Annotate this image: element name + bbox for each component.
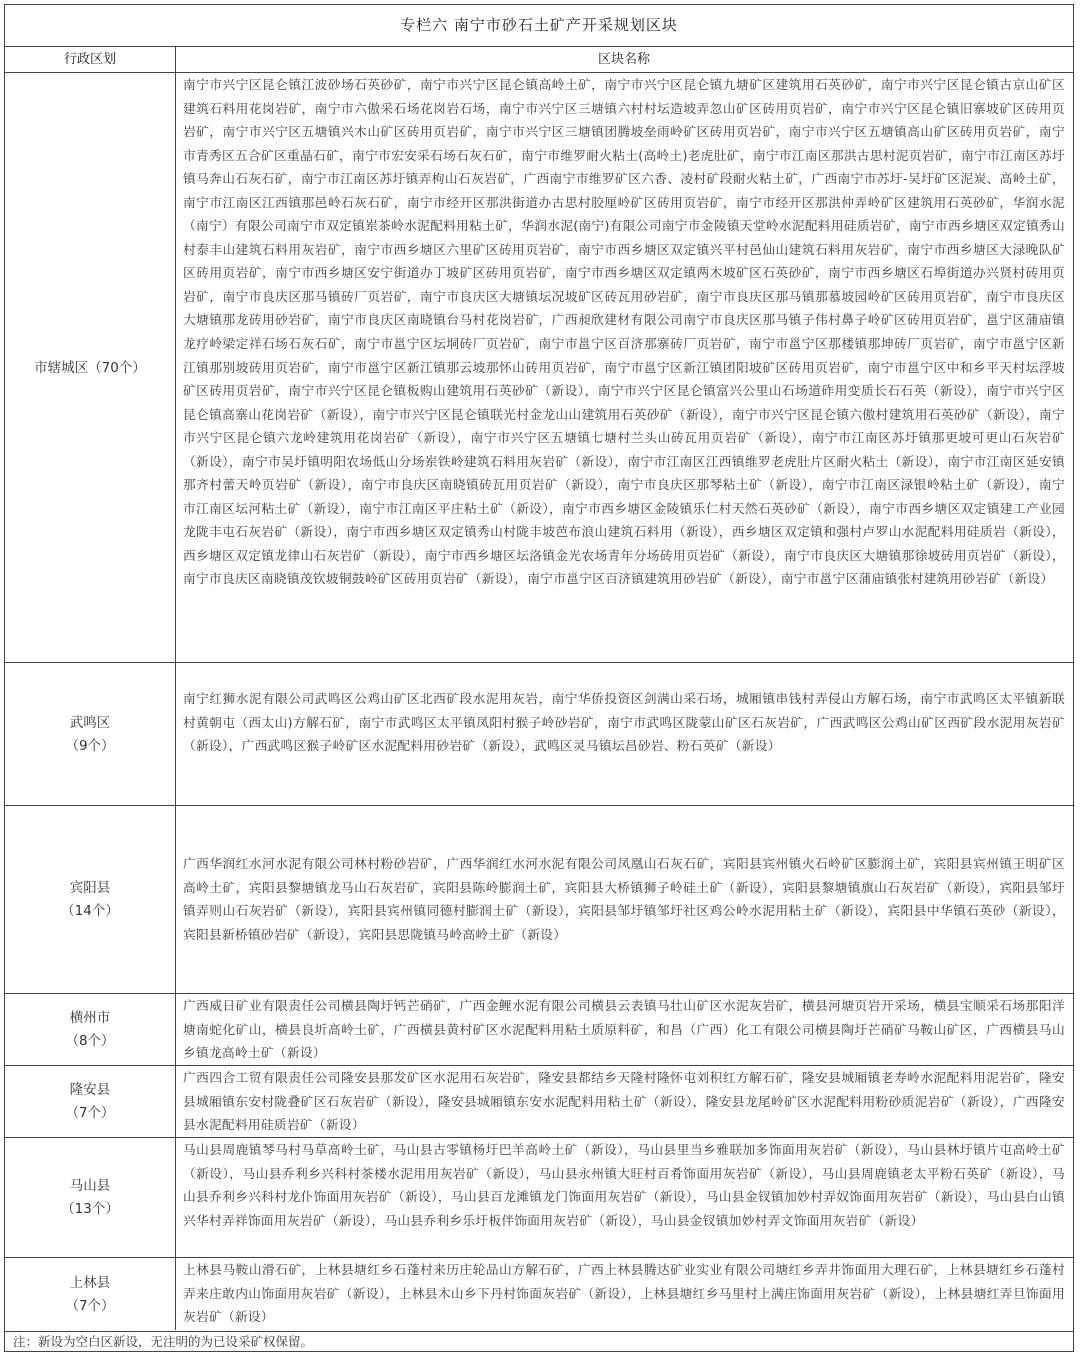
note-row [5, 1331, 1073, 1352]
table-row [5, 72, 1073, 662]
table-row [5, 993, 1073, 1065]
district-name: 隆安县 [69, 1082, 111, 1098]
district-count: （9个） [65, 737, 115, 754]
block-names: 广西四合工贸有限责任公司隆安县那发矿区水泥用石灰岩矿，隆安县都结乡天隆村隆怀屯刘积红方解石矿，隆安县城厢镇老寿岭水泥配料用泥岩矿，隆安县城厢镇东安村陇叠矿区石灰岩矿（新设），隆安县城厢镇东安水泥配料用粘土矿（新设），隆安县龙尾岭矿区水泥配料用粉砂质泥岩矿（新设），广西隆安县水泥配料用硅质岩矿（新设） [183, 1070, 1065, 1133]
district-name: 横州市 [69, 1010, 111, 1026]
table-row [5, 662, 1073, 805]
district-name: 马山县 [69, 1178, 111, 1194]
district-name: 宾阳县 [69, 880, 111, 896]
block-names: 南宁市兴宁区昆仑镇江波砂场石英砂矿，南宁市兴宁区昆仑镇高岭土矿，南宁市兴宁区昆仑镇九塘矿区建筑用石英砂矿，南宁市兴宁区昆仑镇古京山矿区建筑石料用花岗岩矿，南宁市六傲采石场花岗岩石场，南宁市兴宁区三塘镇六村村坛造坡弄忽山矿区砖用页岩矿，南宁市兴宁区昆仑镇旧寨坡矿区砖用页岩矿，南宁市兴宁区五塘镇兴木山矿区砖用页岩矿，南宁市兴宁区三塘镇团腾坡垒雨岭矿区砖用页岩矿，南宁市兴宁区五塘镇高山矿区砖用页岩矿，南宁市青秀区五合矿区重晶石矿，南宁市宏安采石场石灰石矿，南宁市维罗耐火粘土(高岭土)老虎肚矿，南宁市江南区那洪古思村泥页岩矿，南宁市江南区苏圩镇马奔山石灰石矿，南宁市江南区苏圩镇弄枸山石灰岩矿，广西南宁市维罗矿区六香、凌村矿段耐火粘土矿，广西南宁市苏圩-吴圩矿区泥炭、高岭土矿，南宁市江南区江西镇那邑岭石灰石矿，南宁市经开区那洪街道办古思村胶厘岭矿区砖用页岩矿，南宁市经开区那洪仲弄岭矿区建筑用石英砂矿，华润水泥（南宁）有限公司南宁市双定镇岽茶岭水泥配料用粘土矿，华润水泥(南宁)有限公司南宁市金陵镇天堂岭水泥配料用硅质岩矿，南宁市西乡塘区双定镇秀山村泰丰山建筑石料用灰岩矿，南宁市西乡塘区六里矿区砖用页岩矿，南宁市西乡塘区双定镇兴平村邑仙山建筑石料用灰岩矿，南宁市西乡塘区大渌晚队矿区砖用页岩矿，南宁市西乡塘区安宁街道办丁坡矿区砖用页岩矿，南宁市西乡塘区双定镇两木坡矿区石英砂矿，南宁市西乡塘区石埠街道办兴贤村砖用页岩矿，南宁市良庆区那马镇砖厂页岩矿，南宁市良庆区大塘镇坛况坡矿区砖瓦用砂岩矿，南宁市良庆区那马镇那慕坡园岭矿区砖用页岩矿，南宁市良庆区大塘镇那龙砖用砂岩矿，南宁市良庆区南晓镇台马村花岗岩矿，广西昶欣建材有限公司南宁市良庆区那马镇子伟村鼻子岭矿区砖用页岩矿，邕宁区蒲庙镇龙疗岭梁定祥石场石灰石矿，南宁市邕宁区坛垌砖厂页岩矿，南宁市邕宁区百济那寨砖厂页岩矿，南宁市邕宁区那楼镇那坤砖厂页岩矿，南宁市邕宁区新江镇那别坡砖用页岩矿，南宁市邕宁区新江镇那云坡那怀山砖用页岩矿，南宁市邕宁区新江镇团阳坡矿区砖用页岩矿，南宁市邕宁区中和乡平天村坛浮坡矿区砖用页岩矿，南宁市兴宁区昆仑镇板购山建筑用石英砂矿（新设），南宁市兴宁区昆仑镇富兴公里山石场道砟用变质长石石英（新设），南宁市兴宁区昆仑镇高寨山花岗岩矿（新设），南宁市兴宁区昆仑镇联光村金龙山山建筑用石英砂矿（新设），南宁市兴宁区昆仑镇六傲村建筑用石英砂矿（新设），南宁市兴宁区昆仑镇六龙岭建筑用花岗岩矿（新设），南宁市兴宁区五塘镇七塘村兰头山砖瓦用页岩矿（新设），南宁市江南区苏圩镇那更坡可更山石灰岩矿（新设），南宁市吴圩镇明阳农场低山分场岽铁岭建筑石料用灰岩矿（新设），南宁市江南区江西镇维罗老虎肚片区耐火粘土（新设），南宁市江南区延安镇那齐村蕾天岭页岩矿（新设），南宁市良庆区南晓镇砖瓦用页岩矿（新设），南宁市良庆区那琴粘土矿（新设），南宁市江南区渌银岭粘土矿（新设），南宁市江南区坛河粘土矿（新设），南宁市江南区平庄粘土矿（新设），南宁市西乡塘区金陵镇乐仁村天然石英砂矿（新设），南宁市西乡塘区双定镇建工产业园龙陇丰屯石灰岩矿（新设），南宁市西乡塘区双定镇秀山村陇丰坡芭布浪山建筑石料用（新设），西乡塘区双定镇和强村卢罗山水泥配料用硅质岩（新设），西乡塘区双定镇龙律山石灰岩矿（新设），南宁市西乡塘区坛洛镇金光农场青年分场砖用页岩矿（新设），南宁市良庆区大塘镇那徐坡砖用页岩矿（新设），南宁市良庆区南晓镇茂钦坡铜鼓岭矿区砖用页岩矿（新设），南宁市邕宁区百济镇建筑用砂岩矿（新设），南宁市邕宁区蒲庙镇张村建筑用砂岩矿（新设） [183, 77, 1065, 587]
block-names: 广西威日矿业有限责任公司横县陶圩钙芒硝矿，广西金鲤水泥有限公司横县云表镇马壮山矿区水泥灰岩矿，横县河塘页岩开采场，横县宝顺采石场那阳洋塘南蛇化矿山，横县良圻高岭土矿，广西横县黄村矿区水泥配料用粘土质原料矿，和昌（广西）化工有限公司横县陶圩芒硝矿马鞍山矿区，广西横县马山乡镇龙高岭土矿（新设） [183, 998, 1065, 1061]
table-title: 专栏六 南宁市砂石土矿产开采规划区块 [400, 16, 678, 34]
table-note: 注：新设为空白区新设，无注明的为已设采矿权保留。 [13, 1334, 314, 1349]
table-row [5, 1257, 1073, 1331]
district-cell [5, 994, 175, 1066]
block-names: 上林县马鞍山滑石矿，上林县塘红乡石蓬村来历庄轮品山方解石矿，广西上林县腾达矿业实业有限公司塘红乡弄井饰面用大理石矿，上林县塘红乡石蓬村弄来庄敢内山饰面用灰岩矿（新设），上林县木山乡下丹村饰面灰岩矿（新设），上林县塘红乡马里村上满庄饰面用灰岩矿（新设），上林县塘红弄旦饰面用灰岩矿（新设） [183, 1262, 1065, 1325]
district-count: （13个） [61, 1201, 119, 1217]
block-names: 马山县周鹿镇琴马村马草高岭土矿，马山县古零镇杨圩巴羊高岭土矿（新设），马山县里当乡雅联加多饰面用灰岩矿（新设），马山县林圩镇片屯高岭土矿（新设），马山县乔利乡兴科村茶楼水泥用用灰岩矿（新设），马山县永州镇大旺村百肴饰面用灰岩矿（新设），马山县周鹿镇老太平粉石英矿（新设），马山县乔利乡兴科村龙仆饰面用灰岩矿（新设），马山县百龙滩镇龙门饰面用灰岩矿（新设），马山县金钗镇加妙村弄奴饰面用灰岩矿（新设），马山县白山镇兴华村弄祥饰面用灰岩矿（新设），马山县乔利乡乐圩板伴饰面用灰岩矿（新设），马山县金钗镇加妙村弄文饰面用灰岩矿（新设） [183, 1142, 1065, 1228]
district-count: （7个） [65, 1105, 115, 1121]
table-row [5, 1065, 1073, 1137]
district-name: 上林县 [69, 1275, 111, 1291]
district-count: （8个） [65, 1033, 115, 1049]
header-blocks: 区块名称 [597, 52, 650, 67]
planning-block-table [4, 4, 1074, 1352]
district-cell [5, 73, 175, 663]
district-name: 武鸣区 [69, 714, 111, 731]
district-count: （14个） [61, 903, 119, 919]
district-cell [5, 663, 175, 806]
block-names: 南宁红狮水泥有限公司武鸣区公鸡山矿区北西矿段水泥用灰岩，南宁华侨投资区剑满山采石场，城厢镇串钱村弄侵山方解石场，南宁市武鸣区太平镇新联村黄朝屯（西太山)方解石矿，南宁市武鸣区太平镇凤阳村猴子岭砂岩矿，南宁市武鸣区陇蒙山矿区石灰岩矿，广西武鸣区公鸡山矿区西矿段水泥用灰岩矿（新设），广西武鸣区猴子岭矿区水泥配料用砂岩矿（新设），武鸣区灵马镇坛昌砂岩、粉石英矿（新设） [183, 691, 1065, 754]
district-cell [5, 806, 175, 994]
table-header [5, 46, 1073, 72]
table-row [5, 1137, 1073, 1257]
district-count: （7个） [65, 1298, 115, 1314]
district-cell [5, 1258, 175, 1332]
district-name: 市辖城区（70个） [34, 359, 146, 376]
block-names: 广西华润红水河水泥有限公司林村粉砂岩矿，广西华润红水河水泥有限公司凤凰山石灰石矿，宾阳县宾州镇火石岭矿区膨润土矿，宾阳县宾州镇王明矿区高岭土矿，宾阳县黎塘镇龙马山石灰岩矿，宾阳县陈岭膨润土矿，宾阳县大桥镇狮子岭硅土矿（新设），宾阳县黎塘镇旗山石灰岩矿（新设），宾阳县邹圩镇弄则山石灰岩矿（新设），宾阳县宾州镇同德村膨润土矿（新设），宾阳县邹圩镇邹圩社区鸡公岭水泥用粘土矿（新设），宾阳县中华镇石英砂（新设），宾阳县新桥镇砂岩矿（新设），宾阳县思陇镇马岭高岭土矿（新设） [183, 856, 1065, 942]
district-cell [5, 1138, 175, 1258]
table-row [5, 805, 1073, 993]
district-cell [5, 1066, 175, 1138]
header-district: 行政区划 [63, 52, 116, 67]
